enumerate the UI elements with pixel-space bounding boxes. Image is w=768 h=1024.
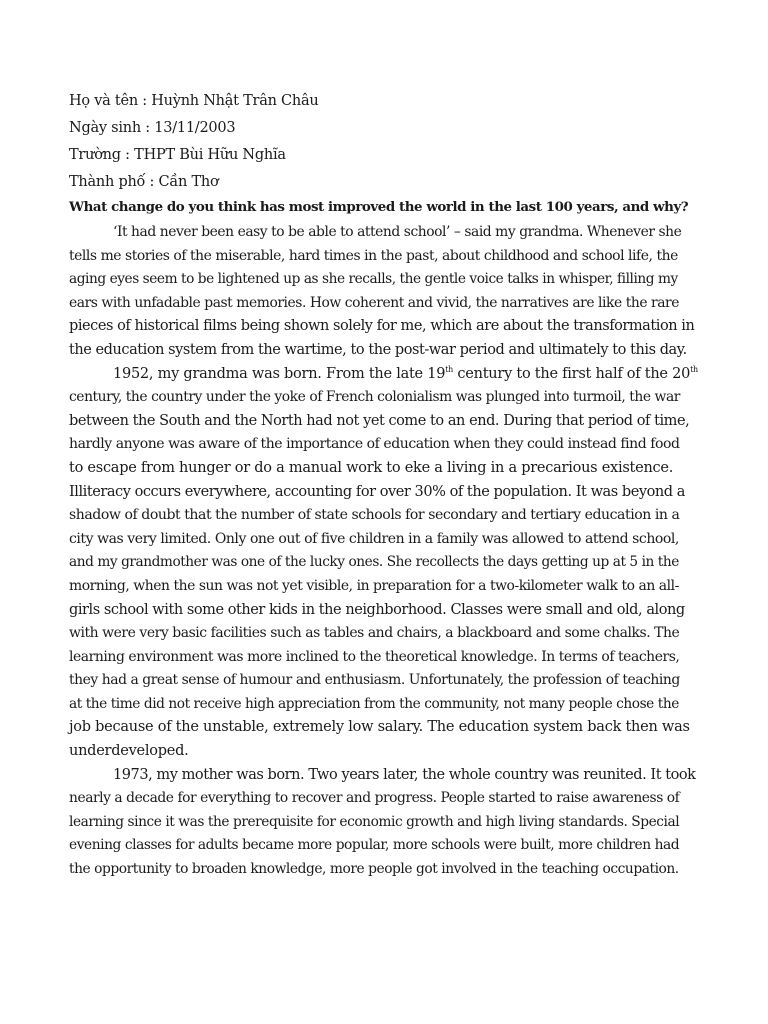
paragraph-line: job because of the unstable, extremely low salary. The education system back then was <box>69 719 690 736</box>
paragraph-line: evening classes for adults became more popular, more schools were built, more children had <box>69 837 680 854</box>
paragraph-line: Illiteracy occurs everywhere, accounting for over 30% of the population. It was beyond a <box>69 483 685 500</box>
paragraph-line: shadow of doubt that the number of state schools for secondary and tertiary education in a <box>69 507 680 524</box>
paragraph-line: at the time did not receive high appreciation from the community, not many people chose the <box>69 695 679 712</box>
paragraph-line: city was very limited. Only one out of five children in a family was allowed to attend school, <box>69 530 679 547</box>
city-name: Thành phố : Cần Thơ <box>69 174 219 190</box>
school-name: Trường : THPT Bùi Hữu Nghĩa <box>69 147 286 163</box>
paragraph-3 <box>69 764 699 882</box>
paragraph-line: morning, when the sun was not yet visible, in preparation for a two-kilometer walk to an all- <box>69 577 679 594</box>
line-text: 1952, my grandma was born. From the late 19 <box>113 365 446 382</box>
paragraph-line: 1973, my mother was born. Two years later, the whole country was reunited. It took <box>113 766 696 783</box>
essay-question: What change do you think has most improved the world in the last 100 years, and why? <box>69 199 689 215</box>
paragraph-line: nearly a decade for everything to recover and progress. People started to raise awareness of <box>69 790 680 807</box>
paragraph-line: tells me stories of the miserable, hard times in the past, about childhood and school life, the <box>69 247 678 264</box>
paragraph-line <box>69 363 699 387</box>
paragraph-1 <box>69 221 699 363</box>
line-text: century to the first half of the 20 <box>453 365 691 382</box>
document-page <box>69 88 699 882</box>
ordinal-suffix: th <box>690 364 698 374</box>
paragraph-line: hardly anyone was aware of the importance of education when they could instead find food <box>69 436 680 453</box>
paragraph-line: with were very basic facilities such as tables and chairs, a blackboard and some chalks. The <box>69 625 680 642</box>
paragraph-line: the opportunity to broaden knowledge, more people got involved in the teaching occupation. <box>69 861 679 878</box>
paragraph-line: girls school with some other kids in the neighborhood. Classes were small and old, along <box>69 601 685 618</box>
date-of-birth: Ngày sinh : 13/11/2003 <box>69 120 236 136</box>
paragraph-line: the education system from the wartime, to the post-war period and ultimately to this day. <box>69 341 687 358</box>
paragraph-line: they had a great sense of humour and enthusiasm. Unfortunately, the profession of teaching <box>69 672 680 689</box>
paragraph-line: century, the country under the yoke of French colonialism was plunged into turmoil, the war <box>69 389 680 406</box>
paragraph-line: pieces of historical films being shown solely for me, which are about the transformation in <box>69 318 695 335</box>
paragraph-line: and my grandmother was one of the lucky ones. She recollects the days getting up at 5 in the <box>69 554 679 571</box>
paragraph-line: ears with unfadable past memories. How coherent and vivid, the narratives are like the rare <box>69 294 679 311</box>
ordinal-suffix: th <box>445 364 454 374</box>
paragraph-line: between the South and the North had not yet come to an end. During that period of time, <box>69 412 690 429</box>
paragraph-2 <box>69 363 699 764</box>
paragraph-line: aging eyes seem to be lightened up as she recalls, the gentle voice talks in whisper, filling my <box>69 271 678 288</box>
paragraph-line: learning since it was the prerequisite for economic growth and high living standards. Special <box>69 813 680 830</box>
student-name: Họ và tên : Huỳnh Nhật Trân Châu <box>69 93 319 109</box>
paragraph-line: learning environment was more inclined to the theoretical knowledge. In terms of teachers, <box>69 648 680 665</box>
paragraph-line: to escape from hunger or do a manual work to eke a living in a precarious existence. <box>69 459 674 476</box>
paragraph-line: ‘It had never been easy to be able to attend school’ – said my grandma. Whenever she <box>113 224 682 240</box>
paragraph-line: underdeveloped. <box>69 743 189 760</box>
